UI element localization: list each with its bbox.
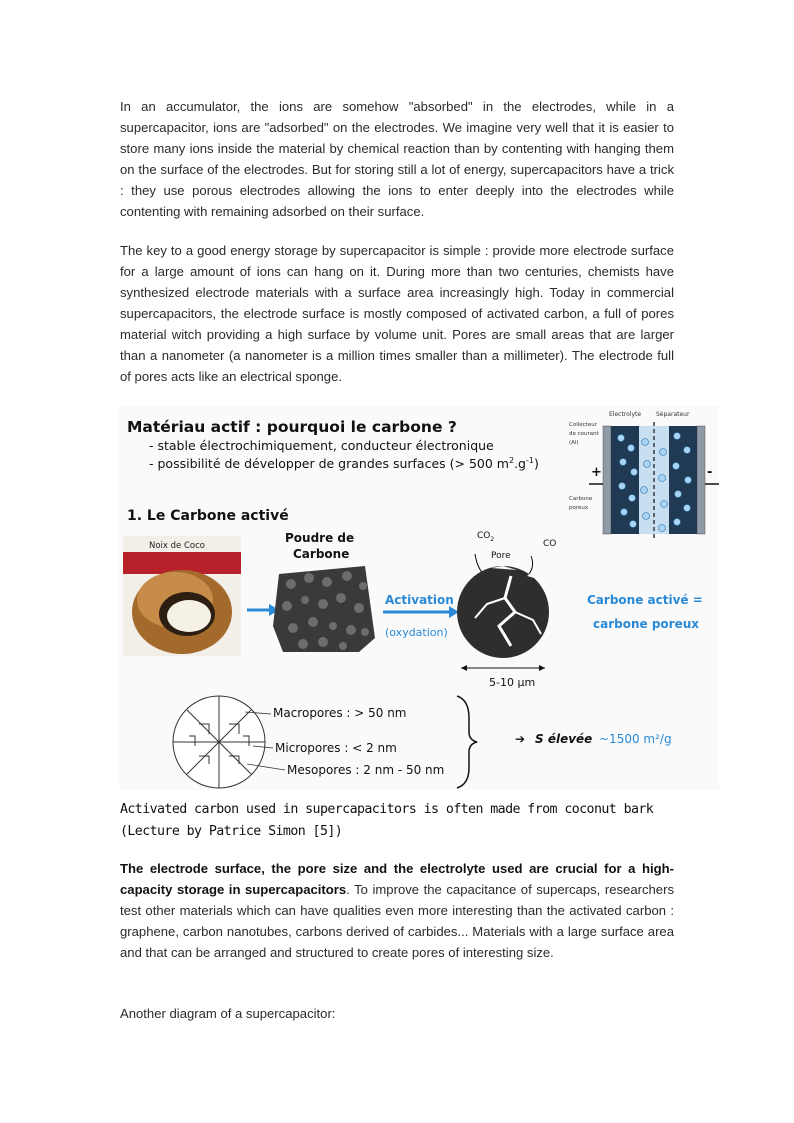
- activated-carbon-figure: [119, 406, 719, 790]
- figure-bullet-1: - stable électrochimiquement, conducteur électronique: [149, 438, 494, 453]
- powder-label-2: Carbone: [293, 547, 350, 561]
- figure-svg: [119, 406, 719, 790]
- diagram-collecteur-label-3: (Al): [569, 440, 579, 446]
- diagram-collecteur-label-2: de courant: [569, 431, 599, 437]
- paragraph-another-diagram: Another diagram of a supercapacitor:: [120, 1006, 336, 1021]
- co-label: CO: [543, 539, 557, 549]
- caption-line-1: Activated carbon used in supercapacitors is often made from coconut bark: [120, 802, 654, 817]
- oxydation-label: (oxydation): [385, 626, 448, 639]
- result-label-1: Carbone activé =: [587, 593, 703, 607]
- surface-value: ~1500 m²/g: [599, 732, 672, 746]
- paragraph-electrode-surface: [120, 858, 674, 963]
- surface-label: S élevée: [535, 732, 593, 746]
- coconut-photo: [123, 536, 241, 656]
- diagram-minus-sign: -: [707, 465, 713, 480]
- activated-carbon-sphere: [457, 531, 556, 689]
- result-label-2: carbone poreux: [593, 617, 699, 631]
- diagram-carbone-label-1: Carbone: [569, 496, 593, 502]
- mesopores-label: Mesopores : 2 nm - 50 nm: [287, 763, 445, 777]
- diagram-electrolyte-label: Electrolyte: [609, 411, 642, 418]
- paragraph-bold-lead: The electrode surface, the pore size and the electrolyte used are crucial for a high-capacity storage in supercapacitors: [120, 861, 674, 897]
- caption-line-2: (Lecture by Patrice Simon [5]): [120, 824, 343, 839]
- carbon-powder-pile: [273, 566, 375, 652]
- figure-section-title: 1. Le Carbone activé: [127, 508, 289, 524]
- coconut-label: Noix de Coco: [149, 541, 205, 551]
- micropores-label: Micropores : < 2 nm: [275, 741, 397, 755]
- pore-label: Pore: [491, 551, 511, 561]
- pore-size-diagram: [173, 696, 672, 788]
- powder-label-1: Poudre de: [285, 531, 355, 545]
- co2-label: $CO_2$: [477, 531, 495, 543]
- figure-caption: [120, 799, 680, 843]
- activation-label: Activation: [385, 593, 454, 607]
- diagram-separateur-label: Séparateur: [656, 411, 690, 418]
- figure-heading: Matériau actif : pourquoi le carbone ?: [127, 418, 457, 436]
- diagram-plus-sign: +: [591, 465, 602, 480]
- paragraph-accumulator-vs-supercap: In an accumulator, the ions are somehow "absorbed" in the electrodes, while in a supercapacitor, ions are "adsorbed" on the electrodes. We imagine very well that it is easier to store many ions inside the material by chemical reaction than by contenting with hanging them on the surface of the electrodes. But for storing still a lot of energy, supercapacitors have a trick : they use porous electrodes allowing the ions to enter deeply into the electrodes while contenting with remaining adsorbed on their surface.: [120, 99, 674, 219]
- diagram-carbone-label-2: poreux: [569, 505, 589, 511]
- paragraph-rest: . To improve the capacitance of supercaps, researchers test other materials which can have qualities even more interesting than the activated carbon : graphene, carbon nanotubes, carbons derived of carbides... Materials with a large surface area and that can be arranged and structured to create pores of interesting size.: [120, 882, 674, 960]
- diagram-collecteur-label-1: Collecteur: [569, 422, 597, 428]
- paragraph-energy-storage-key: The key to a good energy storage by supercapacitor is simple : provide more electrode surface for a large amount of ions can hang on it. During more than two centuries, chemists have synthesized electrode materials with a surface area increasingly high. Today in commercial supercapacitors, the electrode surface is mostly composed of activated carbon, a full of pores material witch providing a high surface by volume unit. Pores are small areas that are larger than a nanometer (a nanometer is a million times smaller than a millimeter). The electrode full of pores acts like an electrical sponge.: [120, 243, 674, 384]
- supercap-cell-diagram: [569, 411, 719, 540]
- surface-arrow: ➔: [515, 732, 526, 746]
- figure-bullet-2: - possibilité de développer de grandes surfaces (> 500 $m^2.g^{-1}$): [149, 456, 539, 471]
- size-label: 5-10 μm: [489, 676, 536, 689]
- macropores-label: Macropores : > 50 nm: [273, 706, 407, 720]
